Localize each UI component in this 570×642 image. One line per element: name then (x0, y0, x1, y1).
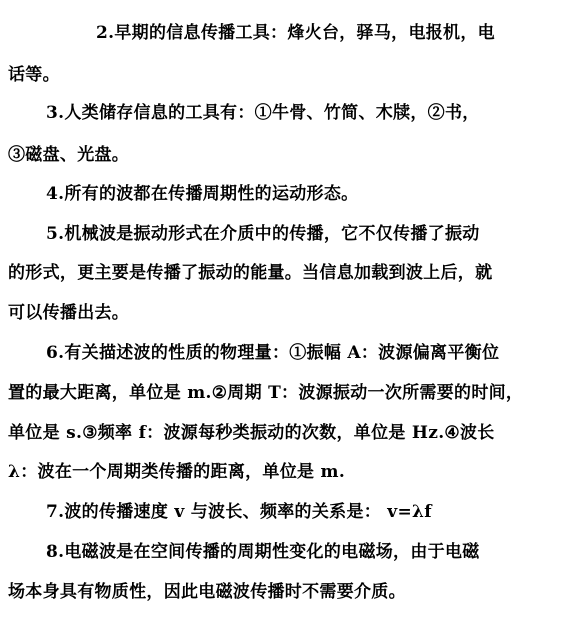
paragraph-6-line-1: 6.有关描述波的性质的物理量：①振幅 A：波源偏离平衡位 (46, 343, 500, 363)
paragraph-8-line-1: 8.电磁波是在空间传播的周期性变化的电磁场，由于电磁 (46, 542, 480, 562)
paragraph-8-line-2: 场本身具有物质性，因此电磁波传播时不需要介质。 (8, 582, 406, 602)
paragraph-6-line-3: 单位是 s.③频率 f：波源每秒类振动的次数，单位是 Hz.④波长 (8, 423, 495, 443)
paragraph-5-line-1: 5.机械波是振动形式在介质中的传播，它不仅传播了振动 (46, 224, 480, 244)
paragraph-2-line-1: 2.早期的信息传播工具：烽火台，驿马，电报机，电 (96, 23, 495, 43)
paragraph-6-line-2: 置的最大距离，单位是 m.②周期 T：波源振动一次所需要的时间， (8, 383, 524, 403)
paragraph-4-line-1: 4.所有的波都在传播周期性的运动形态。 (46, 184, 359, 204)
paragraph-2-line-2: 话等。 (8, 65, 60, 85)
paragraph-3-line-2: ③磁盘、光盘。 (8, 145, 130, 165)
paragraph-7-line-1: 7.波的传播速度 v 与波长、频率的关系是： v=λf (46, 502, 432, 522)
paragraph-3-line-1: 3.人类储存信息的工具有：①牛骨、竹简、木牍，②书， (46, 103, 480, 123)
paragraph-5-line-3: 可以传播出去。 (8, 303, 130, 323)
paragraph-5-line-2: 的形式，更主要是传播了振动的能量。当信息加载到波上后，就 (8, 263, 493, 283)
paragraph-6-line-4: λ：波在一个周期类传播的距离，单位是 m. (8, 462, 346, 482)
